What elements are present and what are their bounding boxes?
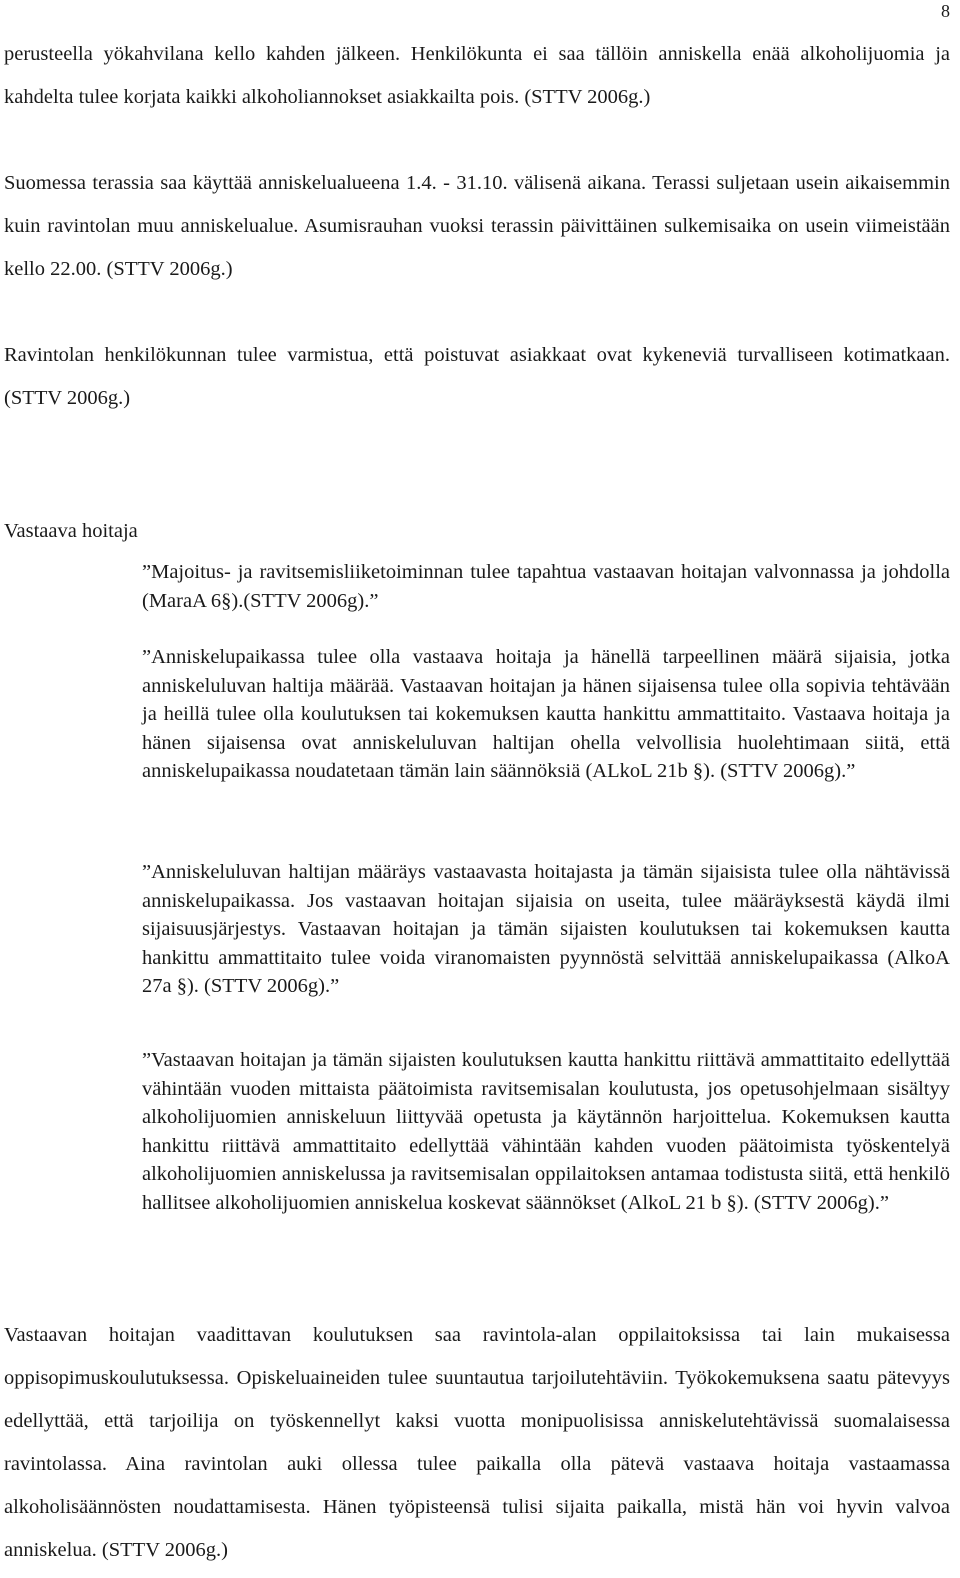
paragraph-training: Vastaavan hoitajan vaadittavan koulutuksen saa ravintola-alan oppilaitoksissa tai lain mukaisessa oppisopimuskoulutuksessa. Opiskeluaineiden tulee suuntautua tarjoilutehtäviin. Työkokemuksena saatu pätevyys edellyttää, että tarjoilija on työskennellyt kaksi vuotta monipuolisissa anniskelutehtävissä suomalaisessa ravintolassa. Aina ravintolan auki ollessa tulee paikalla olla pätevä vastaava hoitaja vastaamassa alkoholisäännösten noudattamisesta. Hänen työpisteensä tulisi sijaita paikalla, mistä hän voi hyvin valvoa anniskelua. (STTV 2006g.): [4, 1324, 950, 1561]
quote-qualification: ”Vastaavan hoitajan ja tämän sijaisten koulutuksen kautta hankittu riittävä ammattitaito edellyttää vähintään vuoden mittaista päätoimista ravitsemisalan koulutusta, jos opetusohjelmaan sisältyy alkoholijuomien anniskeluun liittyvää opetusta ja käytännön harjoittelua. Kokemuksen kautta hankittu riittävä ammattitaito edellyttää vähintään kahden vuoden päätoimista työskentelyä alkoholijuomien anniskelussa ja ravitsemisalan oppilaitoksen antamaa todistusta siitä, että henkilö hallitsee alkoholijuomien anniskelua koskevat säännökset (AlkoL 21 b §). (STTV 2006g).”: [142, 1049, 950, 1214]
page-number: 8: [941, 1, 950, 21]
paragraph-safe-journey: Ravintolan henkilökunnan tulee varmistua, että poistuvat asiakkaat ovat kykeneviä turvalliseen kotimatkaan. (STTV 2006g.): [4, 344, 950, 409]
quote-responsible-manager: ”Anniskelupaikassa tulee olla vastaava hoitaja ja hänellä tarpeellinen määrä sijaisia, jotka anniskeluluvan haltija määrää. Vastaavan hoitajan ja hänen sijaisensa tulee olla sopivia tehtävään ja heillä tulee olla koulutuksen tai kokemuksen kautta hankittu ammattitaito. Vastaava hoitaja ja hänen sijaisensa ovat anniskeluluvan haltijan ohella velvollisia huolehtimaan siitä, että anniskelupaikassa noudatetaan tämän lain säännöksiä (ALkoL 21b §). (STTV 2006g).”: [142, 646, 950, 782]
quote-supervision: ”Majoitus- ja ravitsemisliiketoiminnan tulee tapahtua vastaavan hoitajan valvonnassa ja johdolla (MaraA 6§).(STTV 2006g).”: [142, 561, 950, 612]
paragraph-closing-hours: perusteella yökahvilana kello kahden jälkeen. Henkilökunta ei saa tällöin anniskella enää alkoholijuomia ja kahdelta tulee korjata kaikki alkoholiannokset asiakkailta pois. (STTV 2006g.): [4, 43, 950, 108]
paragraph-terrace: Suomessa terassia saa käyttää anniskelualueena 1.4. - 31.10. välisenä aikana. Terassi suljetaan usein aikaisemmin kuin ravintolan muu anniskelualue. Asumisrauhan vuoksi terassin päivittäinen sulkemisaika on usein viimeistään kello 22.00. (STTV 2006g.): [4, 172, 950, 280]
section-heading: Vastaava hoitaja: [4, 520, 138, 542]
quote-appointment: ”Anniskeluluvan haltijan määräys vastaavasta hoitajasta ja tämän sijaisista tulee olla nähtävissä anniskelupaikassa. Jos vastaavan hoitajan sijaisia on useita, tulee määräyksestä käydä ilmi sijaisuusjärjestys. Vastaavan hoitajan ja tämän sijaisten koulutuksen tai kokemuksen kautta hankittu ammattitaito tulee voida viranomaisten pyynnöstä selvittää anniskelupaikassa (AlkoA 27a §). (STTV 2006g).”: [142, 861, 950, 997]
